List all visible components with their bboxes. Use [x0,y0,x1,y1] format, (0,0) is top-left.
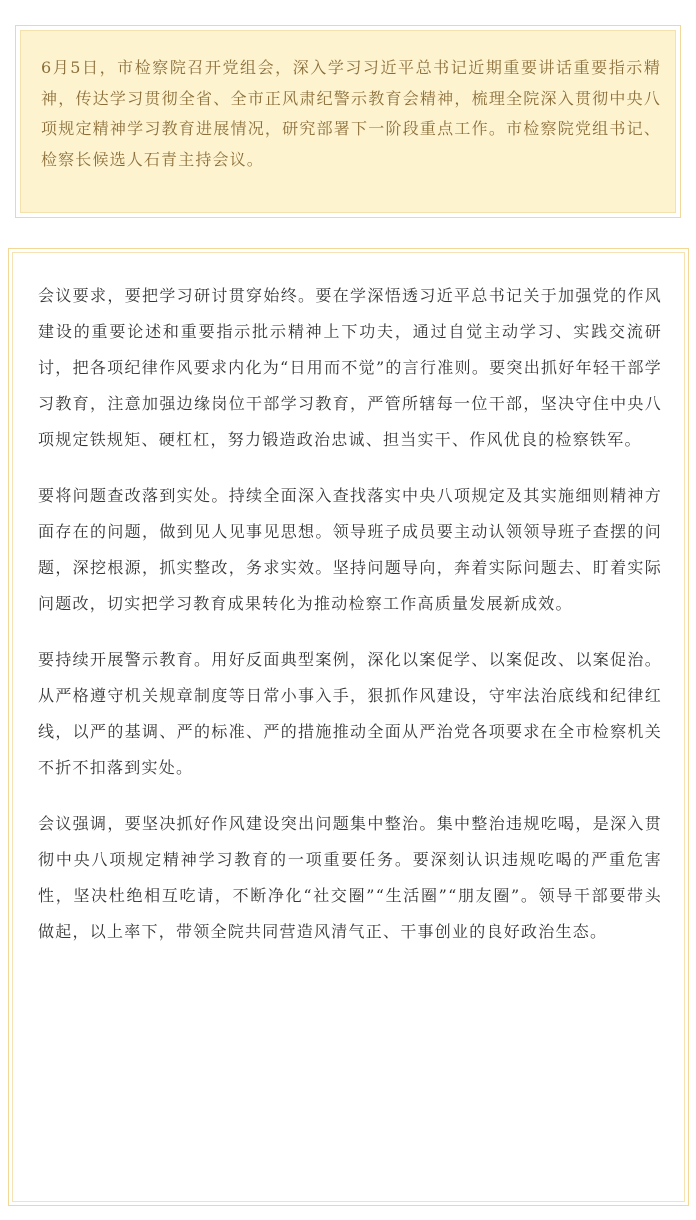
article-paragraph-2: 要将问题查改落到实处。持续全面深入查找落实中央八项规定及其实施细则精神方面存在的问题，做到见人见事见思想。领导班子成员要主动认领领导班子查摆的问题，深挖根源，抓实整改，务求实效。坚持问题导向，奔着实际问题去、盯着实际问题改，切实把学习教育成果转化为推动检察工作高质量发展新成效。 [38,486,662,613]
article-body-panel [12,252,685,1202]
article-paragraph-4: 会议强调，要坚决抓好作风建设突出问题集中整治。集中整治违规吃喝，是深入贯彻中央八项规定精神学习教育的一项重要任务。要深刻认识违规吃喝的严重危害性，坚决杜绝相互吃请，不断净化“社交圈”“生活圈”“朋友圈”。领导干部要带头做起，以上率下，带领全院共同营造风清气正、干事创业的良好政治生态。 [38,814,662,941]
article-paragraph-3: 要持续开展警示教育。用好反面典型案例，深化以案促学、以案促改、以案促治。从严格遵守机关规章制度等日常小事入手，狠抓作风建设，守牢法治底线和纪律红线，以严的基调、严的标准、严的措施推动全面从严治党各项要求在全市检察机关不折不扣落到实处。 [38,650,662,777]
article-paragraph-1: 会议要求，要把学习研讨贯穿始终。要在学深悟透习近平总书记关于加强党的作风建设的重要论述和重要指示批示精神上下功夫，通过自觉主动学习、实践交流研讨，把各项纪律作风要求内化为“日用而不觉”的言行准则。要突出抓好年轻干部学习教育，注意加强边缘岗位干部学习教育，严管所辖每一位干部，坚决守住中央八项规定铁规矩、硬杠杠，努力锻造政治忠诚、担当实干、作风优良的检察铁军。 [38,286,662,449]
intro-summary-panel [20,30,676,213]
intro-summary-text: 6月5日，市检察院召开党组会，深入学习习近平总书记近期重要讲话重要指示精神，传达学习贯彻全省、全市正风肃纪警示教育会精神，梳理全院深入贯彻中央八项规定精神学习教育进展情况，研究部署下一阶段重点工作。市检察院党组书记、检察长候选人石青主持会议。 [41,58,661,169]
intro-summary-box [15,25,681,218]
article-body-box [8,248,689,1206]
